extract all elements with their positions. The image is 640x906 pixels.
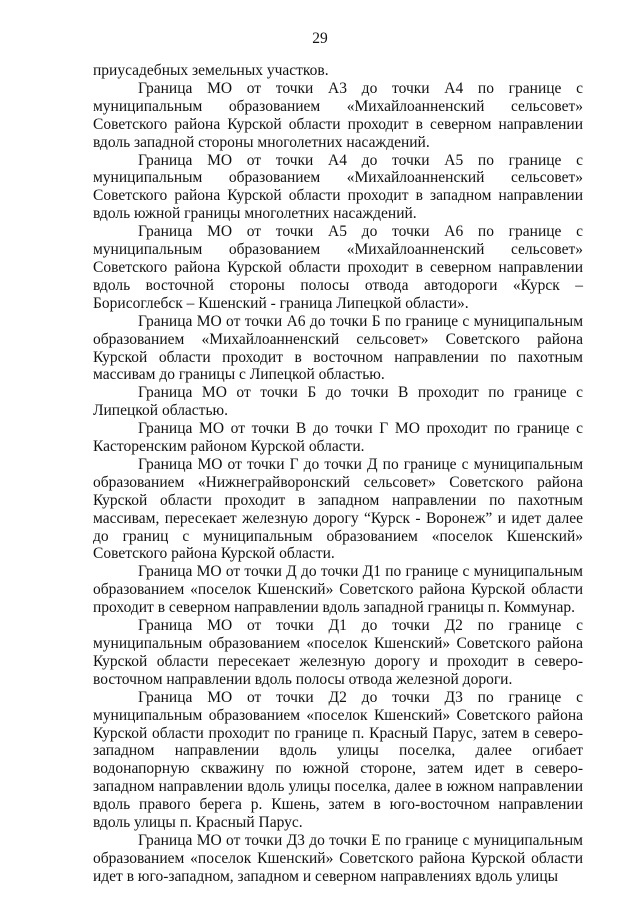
paragraph-a6-b: Граница МО от точки А6 до точки Б по границе с муниципальным образованием «Михайлоанненский сельсовет» Советского района Курской области проходит в восточном направлении по пахотным массивам до границы с Липецкой областью. [93, 312, 583, 384]
paragraph-g-d: Граница МО от точки Г до точки Д по границе с муниципальным образованием «Нижнеграйворонский сельсовет» Советского района Курской области проходит в западном направлении по пахотным массивам, пересекает железную дорогу “Курск - Воронеж” и идет далее до границ с муниципальным образованием «поселок Кшенский» Советского района Курской области. [93, 455, 583, 563]
paragraph-d2-d3: Граница МО от точки Д2 до точки Д3 по границе с муниципальным образованием «поселок Кшенский» Советского района Курской области проходит по границе п. Красный Парус, затем в северо-западном направлении вдоль улицы поселка, далее огибает водонапорную скважину по южной стороне, затем идет в северо-западном направлении вдоль улицы поселка, далее в южном направлении вдоль правого берега р. Кшень, затем в юго-восточном направлении вдоль улицы п. Красный Парус. [93, 688, 583, 832]
paragraph-d3-e: Граница МО от точки Д3 до точки Е по границе с муниципальным образованием «поселок Кшенский» Советского района Курской области идет в юго-западном, западном и северном направлениях вдоль улицы [93, 831, 583, 885]
paragraph-v-g: Граница МО от точки В до точки Г МО проходит по границе с Касторенским районом Курской области. [93, 420, 583, 456]
paragraph-continuation: приусадебных земельных участков. [93, 62, 329, 79]
paragraph-d1-d2: Граница МО от точки Д1 до точки Д2 по границе с муниципальным образованием «поселок Кшенский» Советского района Курской области пересекает железную дорогу и проходит в северо-восточном направлении вдоль полосы отвода железной дороги. [93, 617, 583, 688]
paragraph-b-v: Граница МО от точки Б до точки В проходит по границе с Липецкой областью. [93, 384, 583, 420]
paragraph-a4-a5: Граница МО от точки А4 до точки А5 по границе с муниципальным образованием «Михайлоанненский сельсовет» Советского района Курской области проходит в западном направлении вдоль южной границы многолетних насаждений. [93, 151, 583, 223]
paragraph-d-d1: Граница МО от точки Д до точки Д1 по границе с муниципальным образованием «поселок Кшенский» Советского района Курской области проходит в северном направлении вдоль западной границы п. Коммунар. [93, 563, 583, 617]
body-text [93, 62, 583, 886]
paragraph-a3-a4: Граница МО от точки А3 до точки А4 по границе с муниципальным образованием «Михайлоанненский сельсовет» Советского района Курской области проходит в северном направлении вдоль западной стороны многолетних насаждений. [93, 79, 583, 151]
paragraph-a5-a6: Граница МО от точки А5 до точки А6 по границе с муниципальным образованием «Михайлоанненский сельсовет» Советского района Курской области проходит в северном направлении вдоль восточной стороны полосы отвода автодороги «Курск – Борисоглебск – Кшенский - граница Липецкой области». [93, 223, 583, 312]
page-number: 29 [312, 30, 328, 47]
